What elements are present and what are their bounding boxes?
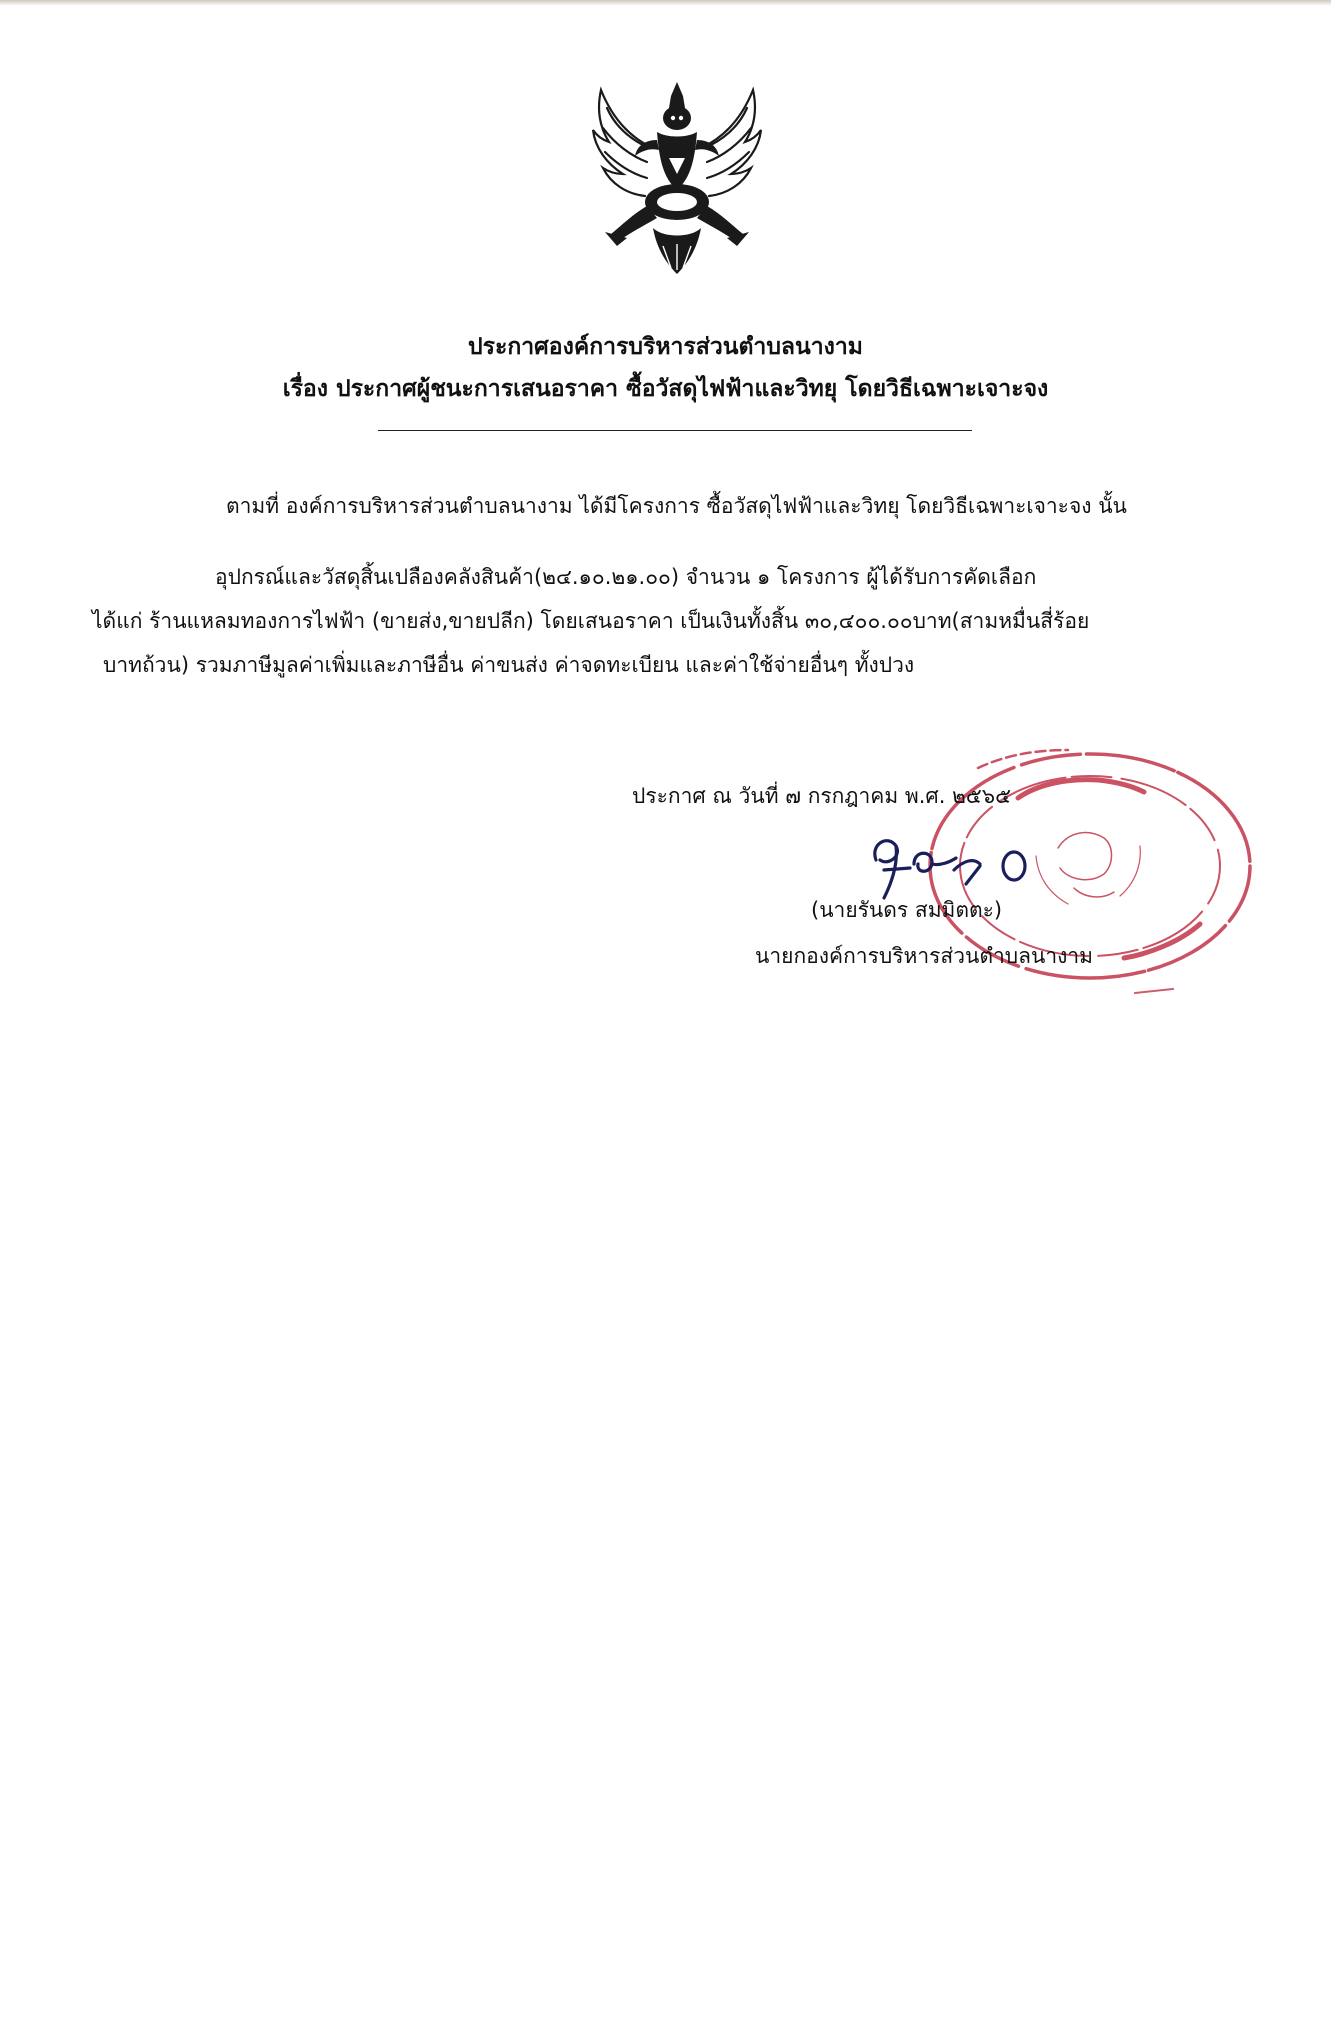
paragraph-line: ตามที่ องค์การบริหารส่วนตำบลนางาม ได้มีโครงการ ซื้อวัสดุไฟฟ้าและวิทยุ โดยวิธีเฉพาะเจาะจง นั้น (226, 494, 1127, 518)
announcement-date: ประกาศ ณ วันที่ ๗ กรกฎาคม พ.ศ. ๒๕๖๕ (632, 784, 1012, 808)
document-heading: ประกาศองค์การบริหารส่วนตำบลนางาม (468, 334, 863, 360)
garuda-emblem-icon (583, 78, 771, 278)
paragraph-line: บาทถ้วน) รวมภาษีมูลค่าเพิ่มและภาษีอื่น ค่าขนส่ง ค่าจดทะเบียน และค่าใช้จ่ายอื่นๆ ทั้งปวง (103, 653, 915, 677)
heading-divider (378, 430, 972, 431)
paragraph-line: ได้แก่ ร้านแหลมทองการไฟฟ้า (ขายส่ง,ขายปลีก) โดยเสนอราคา เป็นเงินทั้งสิ้น ๓๐,๔๐๐.๐๐บาท(สามหมื่นสี่ร้อย (92, 609, 1090, 633)
signatory-title: นายกองค์การบริหารส่วนตำบลนางาม (755, 944, 1094, 968)
paragraph-line: อุปกรณ์และวัสดุสิ้นเปลืองคลังสินค้า(๒๔.๑๐.๒๑.๐๐) จำนวน ๑ โครงการ ผู้ได้รับการคัดเลือก (215, 565, 1037, 589)
document-subject: เรื่อง ประกาศผู้ชนะการเสนอราคา ซื้อวัสดุไฟฟ้าและวิทยุ โดยวิธีเฉพาะเจาะจง (282, 376, 1049, 402)
signatory-name: (นายรันดร สมมิตตะ) (811, 898, 1003, 922)
page-top-edge (0, 0, 1331, 6)
handwritten-signature (862, 820, 1032, 908)
